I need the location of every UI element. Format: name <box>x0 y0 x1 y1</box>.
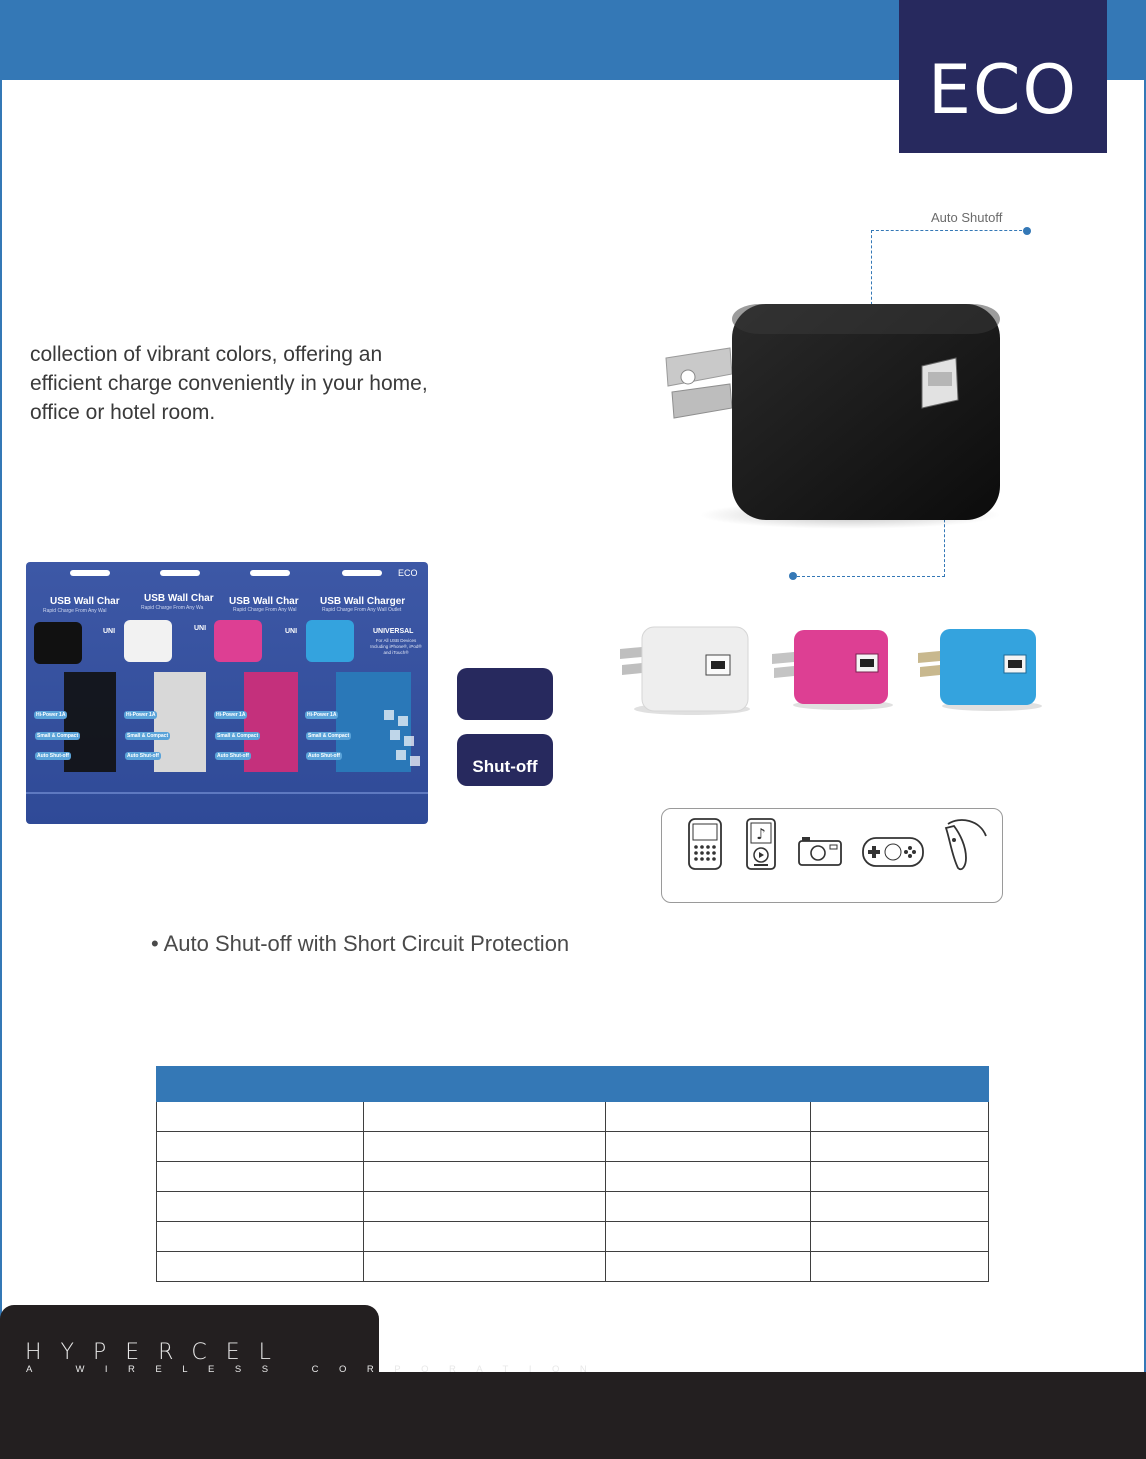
package-universal: UNI <box>194 625 207 632</box>
package-subtitle: Rapid Charge From Any Wall Outlet <box>322 607 402 613</box>
callout-line-top-vertical <box>871 230 872 310</box>
table-cell <box>606 1192 811 1222</box>
table-row <box>157 1102 989 1132</box>
svg-text:♪: ♪ <box>756 825 766 843</box>
intro-paragraph <box>30 340 510 427</box>
page-border-left <box>0 0 2 1459</box>
table-cell <box>606 1252 811 1282</box>
table-cell <box>606 1132 811 1162</box>
table-cell <box>157 1252 364 1282</box>
intro-line: efficient charge conveniently in your home, <box>30 372 428 395</box>
package-logo: ECO <box>398 568 418 578</box>
table-cell <box>811 1252 989 1282</box>
table-cell <box>364 1252 606 1282</box>
package-badge: Auto Shut-off <box>37 753 69 759</box>
footer-bar <box>0 1372 1146 1459</box>
package-universal: UNI <box>103 628 116 635</box>
spec-table <box>156 1066 989 1282</box>
feature-bullet: • Auto Shut-off with Short Circuit Protection <box>151 931 570 956</box>
pink-charger-image <box>768 628 892 712</box>
game-controller-icon <box>862 837 924 867</box>
package-badge: Small & Compact <box>127 733 169 739</box>
intro-line: collection of vibrant colors, offering an <box>30 343 383 366</box>
table-cell <box>606 1222 811 1252</box>
spec-table-header-cell <box>157 1067 989 1102</box>
table-cell <box>364 1102 606 1132</box>
table-cell <box>811 1222 989 1252</box>
table-cell <box>364 1192 606 1222</box>
package-title: USB Wall Char <box>50 596 120 607</box>
eco-logo-box <box>899 0 1107 153</box>
package-subtitle: Rapid Charge From Any Wal <box>43 608 107 614</box>
feature-pill-label: Shut-off <box>472 757 538 776</box>
table-cell <box>157 1132 364 1162</box>
callout-dot-top <box>1023 227 1031 235</box>
table-row <box>157 1222 989 1252</box>
table-cell <box>157 1222 364 1252</box>
package-badge: Auto Shut-off <box>308 753 340 759</box>
table-cell <box>811 1102 989 1132</box>
package-badge: Auto Shut-off <box>127 753 159 759</box>
hypercel-tagline: A WIRELESS CORPORATION <box>26 1364 608 1375</box>
table-row <box>157 1132 989 1162</box>
package-title: USB Wall Charger <box>320 596 406 607</box>
hypercel-logo: HYPERCEL <box>25 1340 290 1365</box>
package-universal: UNI <box>285 628 298 635</box>
table-row <box>157 1252 989 1282</box>
table-cell <box>364 1222 606 1252</box>
table-cell <box>811 1162 989 1192</box>
package-badge: Small & Compact <box>217 733 259 739</box>
table-cell <box>157 1192 364 1222</box>
bluetooth-headset-icon <box>940 816 990 872</box>
callout-line-bottom <box>792 576 945 577</box>
table-cell <box>157 1162 364 1192</box>
camera-icon <box>798 836 842 866</box>
callout-line-top <box>871 230 1027 231</box>
spec-table-header <box>157 1067 989 1102</box>
callout-dot-bottom <box>789 572 797 580</box>
package-title: USB Wall Char <box>144 593 214 604</box>
table-cell <box>811 1132 989 1162</box>
package-universal-note: For All USB Devices Including iPhone®, iPod® and iTouch® <box>370 638 422 655</box>
blue-charger-image <box>914 627 1040 713</box>
feature-pill <box>457 668 553 720</box>
package-badge: Small & Compact <box>308 733 350 739</box>
auto-shutoff-callout-label: Auto Shutoff <box>931 210 1003 225</box>
table-cell <box>811 1192 989 1222</box>
white-charger-image <box>612 625 752 717</box>
music-player-icon <box>746 818 776 870</box>
package-subtitle: Rapid Charge From Any Wal <box>233 607 297 613</box>
package-badge: Small & Compact <box>37 733 79 739</box>
package-badge: Hi-Power 1A <box>307 712 337 718</box>
table-cell <box>364 1132 606 1162</box>
eco-logo: ECO <box>928 51 1078 130</box>
table-cell <box>364 1162 606 1192</box>
black-charger-image <box>660 300 1010 530</box>
package-badge: Hi-Power 1A <box>126 712 156 718</box>
table-row <box>157 1162 989 1192</box>
table-cell <box>606 1102 811 1132</box>
intro-line: office or hotel room. <box>30 401 216 424</box>
package-title: USB Wall Char <box>229 596 299 607</box>
feature-pill-shutoff <box>457 734 553 786</box>
package-badge: Hi-Power 1A <box>36 712 66 718</box>
package-badge: Hi-Power 1A <box>216 712 246 718</box>
package-universal: UNIVERSAL <box>373 628 414 635</box>
table-row <box>157 1192 989 1222</box>
table-cell <box>157 1102 364 1132</box>
table-cell <box>606 1162 811 1192</box>
smartphone-icon <box>688 818 722 870</box>
package-badge: Auto Shut-off <box>217 753 249 759</box>
package-subtitle: Rapid Charge From Any Wa <box>141 605 204 611</box>
